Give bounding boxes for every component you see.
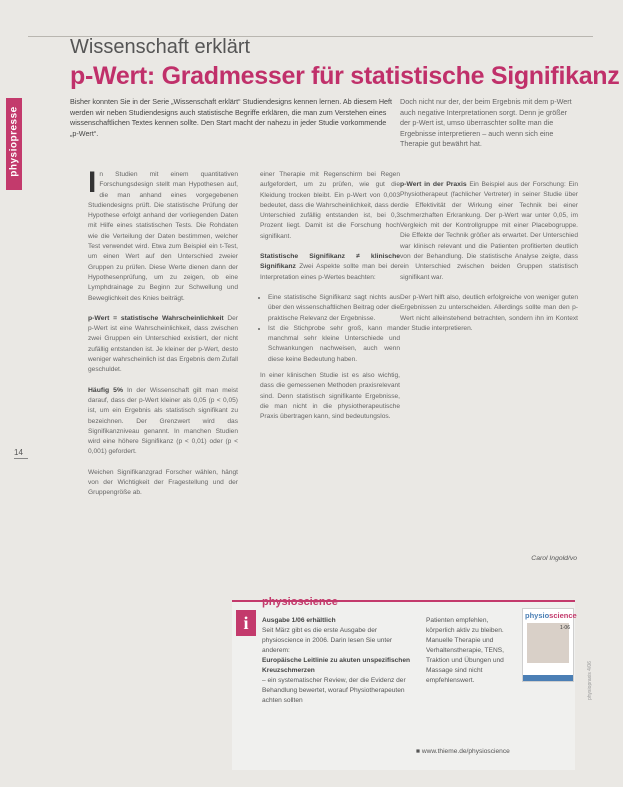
author-citation: Carol Ingold/vo [531,555,577,562]
article-title: p-Wert: Gradmesser für statistische Signifikanz [70,62,620,90]
col1-paragraph-3: In der Wissenschaft gilt man meist darauf, dass der p-Wert kleiner als 0,05 (p < 0,05) ist, um ein Ergebnis als statistisch signifikant zu bezeichnen. Der Grenzwert wird das Signifikanzniveau genannt. In manchen Studien wird eine höhere Signifikanz (p < 0,01) oder (p < 0,001) gefordert. [88,386,238,456]
page-number-rule [14,458,28,459]
col2-bullet-2: • Ist die Stichprobe sehr groß, kann man manchmal sehr kleine Unterschiede und Schwankungen nachweisen, auch wenn diese keine Bedeutung haben. [268,324,400,365]
info-icon: i [236,610,256,636]
info-box-middle: Patienten empfehlen, körperlich aktiv zu bleiben. Manuelle Therapie und Verhaltenstherapie, TENS, Traktion und Übungen und Massage sind nicht empfehlenswert. [426,617,504,684]
column-2 [260,170,400,433]
info-box-title: Ausgabe 1/06 erhältlich [262,617,336,624]
magazine-issue: 1·06 [559,625,570,631]
col1-heading-2: Häufig 5% [88,386,123,394]
info-box-bullet-text: – ein systematischer Review, der die Evidenz der Behandlung bewertet, worauf Physiotherapeuten achten sollten [262,677,406,704]
info-box-text: Seit März gibt es die erste Ausgabe der physioscience in 2006. Darin lesen Sie unter anderem: [262,627,393,654]
info-box-bullet-title: Europäische Leitlinie zu akuten unspezifischen Kreuzschmerzen [262,657,411,674]
column-3 [400,170,578,344]
magazine-title [525,611,577,620]
col3-paragraph-2: Der p-Wert hilft also, deutlich erfolgreiche von weniger guten Ergebnissen zu unterscheiden. Allerdings sollte man den p-Wert nicht alleinstehend betrachten, sondern ihn im Kontext der Studie interpretieren. [400,293,578,332]
info-box-url[interactable]: www.thieme.de/physioscience [421,748,510,755]
col2-heading-1: Statistische Signifikanz ≠ klinische Signifikanz [260,253,400,271]
dropcap: I [88,166,97,199]
col2-paragraph-3: In einer klinischen Studie ist es also wichtig, dass die gemessenen Methoden praxisrelevant sind. Denn statistisch signifikante Ergebnisse, die man nicht in die physiotherapeutische Praxis übertragen kann, sind bedeutungslos. [260,372,400,421]
col2-bullet-list [260,293,400,365]
col1-paragraph-4: Weichen Signifikanzgrad Forscher wählen, hängt von der Wichtigkeit der Fragestellung und der Gruppengröße ab. [88,468,238,497]
col2-bullet-1: • Eine statistische Signifikanz sagt nichts aus über den wissenschaftlichen Beitrag oder die praktische Relevanz der Ergebnisse. [268,293,400,324]
edge-credit: physiopraxis 4/06 [587,661,593,700]
info-box-heading: physioscience [262,596,338,608]
col1-heading-1: p-Wert = statistische Wahrscheinlichkeit [88,314,224,322]
magazine-title-a: physio [525,611,550,620]
section-tab [6,98,22,190]
kicker: Wissenschaft erklärt [70,36,251,58]
info-box-link[interactable]: ■ www.thieme.de/physioscience [416,748,510,755]
magazine-cover-bar [523,675,573,681]
column-1 [88,166,238,509]
col2-paragraph-2: Zwei Aspekte sollte man bei der Interpretation eines p-Wertes beachten: [260,263,401,281]
page-number: 14 [14,448,23,457]
col2-paragraph-1: einer Therapie mit Regenschirm bei Regen aufgefordert, um zu prüfen, wie gut die Kleidung trocken bleibt. Ein p-Wert von 0,003 bedeutet, dass die Wahrscheinlichkeit, dass der Unterschied zufällig entstanden ist, bei 0,3 Prozent liegt. Damit ist die Forschung hoch signifikant. [260,171,400,240]
magazine-cover [522,608,577,682]
section-tag: physiopresse [8,106,20,177]
col3-heading-1: p-Wert in der Praxis [400,181,467,188]
col3-paragraph-1: Ein Beispiel aus der Forschung: Ein Physiotherapeut (fachlicher Vertreter) in seiner Studie über die Effektivität der Wirkung einer Technik bei einer schmerzhaften Erkrankung. Der p-Wert war unter 0,05, im Vergleich mit der Kontrollgruppe mit einer Placebogruppe. Die Effekte der Technik größer als erwartet. Der Unterschied war klinisch relevant und die Patienten profitierten deutlich von der Behandlung. Die statistische Analyse zeigte, dass ein Unterschied zwischen beiden Gruppen statistisch signifikant war. [400,181,578,281]
intro-text: Bisher konnten Sie in der Serie „Wissenschaft erklärt“ Studiendesigns kennen lernen. Ab diesem Heft werden wir neben Studiendesigns auch statistische Begriffe erklären, die man zum Verstehen eines wissenschaftlichen Textes kennen sollte. Den Start macht der nahezu in jeder Studie vorkommende „p-Wert“. [70,97,393,138]
magazine-title-b: science [549,611,577,620]
intro-right-text: Doch nicht nur der, der beim Ergebnis mit dem p-Wert auch negative Interpretationen sorgt. Denn je größer der p-Wert ist, umso überraschter sollte man die Ergebnisse interpretieren – auch wenn sich eine Therapie gut bewährt hat. [400,97,572,148]
col1-paragraph-2: Der p-Wert ist eine Wahrscheinlichkeit, dass zwischen zwei Gruppen ein Unterschied existiert, der nicht zufällig entstanden ist. Je kleiner der p-Wert, desto weniger wahrscheinlich ist das Ergebnis dem Zufall geschuldet. [88,314,238,374]
info-box-left [262,616,414,706]
col1-paragraph-1: n Studien mit einem quantitativen Forschungsdesign stellt man Hypothesen auf, die man anhand eines vorgegebenen Studiendesigns prüft. Die statistische Prüfung der Hypothese erfolgt anhand der vorliegenden Daten mit Hilfe eines statistischen Tests. Die Rohdaten wie die Verteilung der Daten bestimmen, welcher Test verwendet wird. Etwa zum Beispiel ein t-Test, um einen Wert auf den Unterschied zweier Gruppen zu prüfen. Diese Werte dienen dann der Hypothesenprüfung, um zu zeigen, ob eine Lymphdrainage zu Beginn zur Schwellung und Beweglichkeit des Knies beiträgt. [88,171,238,302]
